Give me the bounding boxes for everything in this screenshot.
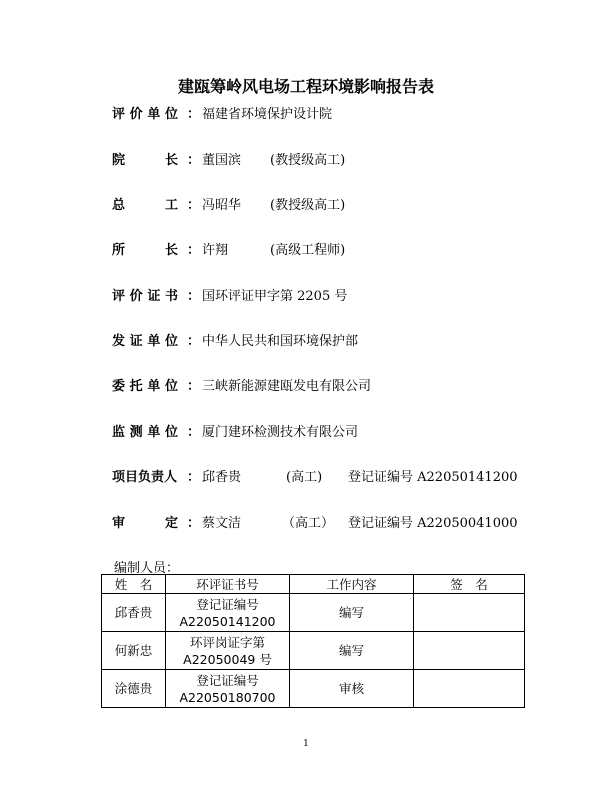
row-value: 许翔 [202, 243, 229, 258]
header-work: 工作内容 [290, 575, 414, 594]
colon: ： [187, 107, 201, 122]
cell-name: 涂德贵 [102, 670, 166, 708]
row-value: 冯昭华 [202, 198, 242, 213]
cell-name: 何新忠 [102, 632, 166, 670]
info-row-evaluation-unit [112, 103, 582, 121]
row-value: 国环评证甲字第 2205 号 [202, 289, 348, 304]
row-label: 院 长 [112, 153, 178, 168]
cell-name: 邱香贵 [102, 594, 166, 632]
row-value: 董国滨 [202, 153, 242, 168]
row-title: （高工） [282, 516, 335, 531]
row-label: 评 价 单 位 [112, 107, 178, 122]
row-label: 发 证 单 位 [112, 334, 178, 349]
info-row-certificate [112, 285, 582, 303]
row-value: 邱香贵 [202, 470, 242, 485]
row-title: (高级工程师) [270, 243, 346, 258]
colon: ： [187, 425, 201, 440]
info-row-chief-engineer [112, 194, 582, 212]
row-registration: 登记证编号 A22050141200 [348, 470, 518, 485]
row-label: 评 价 证 书 [112, 289, 178, 304]
colon: ： [187, 379, 201, 394]
document-title: 建瓯筹岭风电场工程环境影响报告表 [177, 77, 434, 96]
info-row-approver [112, 512, 582, 530]
cell-work: 编写 [290, 632, 414, 670]
row-title: (高工) [286, 470, 323, 485]
cert-line2: A22050049 号 [183, 651, 272, 667]
table-header-row [102, 575, 525, 594]
cert-line2: A22050141200 [179, 613, 276, 629]
colon: ： [187, 516, 201, 531]
cert-line1: 环评岗证字第 [189, 634, 265, 650]
row-value: 中华人民共和国环境保护部 [202, 334, 359, 349]
info-row-monitoring-unit [112, 421, 582, 439]
cell-work: 审核 [290, 670, 414, 708]
cell-cert [166, 632, 290, 670]
header-name: 姓 名 [102, 575, 166, 594]
info-row-commissioning-unit [112, 375, 582, 393]
row-label: 总 工 [112, 198, 178, 213]
row-label: 项目负责人 [112, 470, 178, 485]
info-row-institute-head [112, 239, 582, 257]
table-row [102, 670, 525, 708]
row-label: 审 定 [112, 516, 178, 531]
row-label: 监 测 单 位 [112, 425, 178, 440]
cert-line1: 登记证编号 [196, 672, 259, 688]
row-value: 三峡新能源建瓯发电有限公司 [202, 379, 372, 394]
colon: ： [187, 334, 201, 349]
cell-sign [414, 632, 525, 670]
colon: ： [187, 470, 201, 485]
colon: ： [187, 198, 201, 213]
header-sign: 签 名 [414, 575, 525, 594]
cert-line2: A22050180700 [179, 689, 276, 705]
row-value: 蔡文洁 [202, 516, 242, 531]
cell-cert [166, 594, 290, 632]
cell-sign [414, 670, 525, 708]
row-label: 委 托 单 位 [112, 379, 178, 394]
table-row [102, 632, 525, 670]
row-registration: 登记证编号 A22050041000 [348, 516, 518, 531]
table-row [102, 594, 525, 632]
colon: ： [187, 153, 201, 168]
info-row-project-leader [112, 466, 582, 484]
info-row-director [112, 149, 582, 167]
colon: ： [187, 243, 201, 258]
cell-work: 编写 [290, 594, 414, 632]
staff-table [101, 574, 525, 708]
colon: ： [187, 289, 201, 304]
header-cert: 环评证书号 [166, 575, 290, 594]
cell-cert [166, 670, 290, 708]
page-number: 1 [303, 739, 309, 749]
staff-caption: 编制人员： [114, 561, 180, 576]
info-row-issuing-unit [112, 330, 582, 348]
row-title: (教授级高工) [270, 153, 346, 168]
cert-line1: 登记证编号 [196, 596, 259, 612]
row-title: (教授级高工) [270, 198, 346, 213]
row-value: 福建省环境保护设计院 [202, 107, 333, 122]
cell-sign [414, 594, 525, 632]
row-value: 厦门建环检测技术有限公司 [202, 425, 359, 440]
row-label: 所 长 [112, 243, 178, 258]
